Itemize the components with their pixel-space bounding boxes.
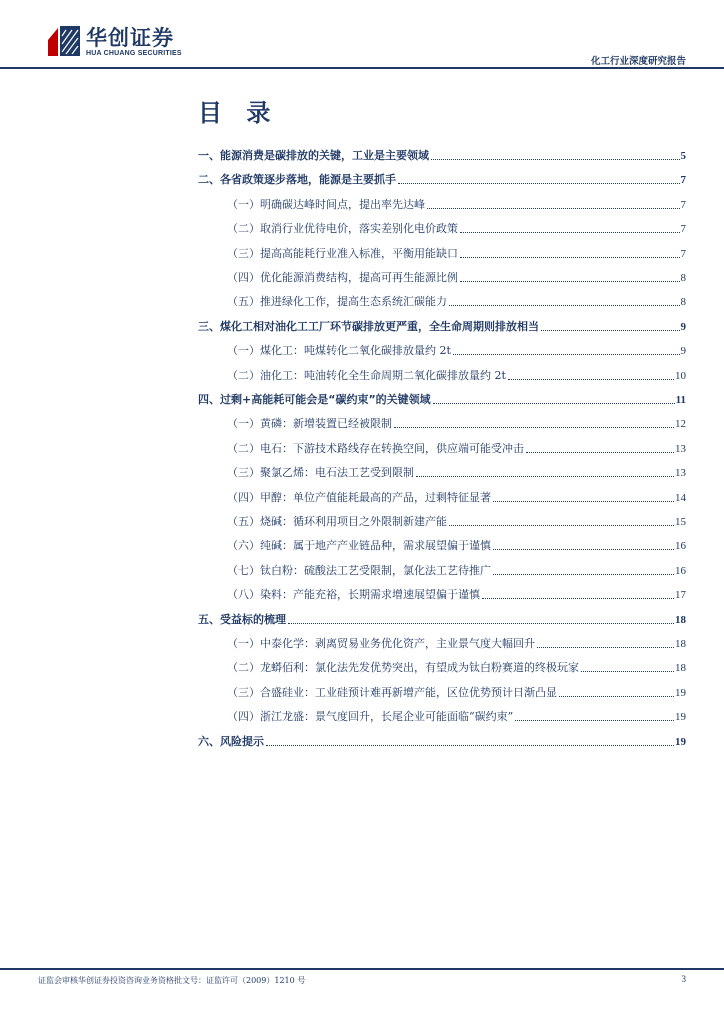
toc-entry-label: （三）提高高能耗行业准入标准，平衡用能缺口 xyxy=(227,246,458,260)
toc-subsection-entry[interactable] xyxy=(227,340,686,358)
toc-section-entry[interactable] xyxy=(198,731,686,749)
toc-entry-page: 9 xyxy=(680,345,686,358)
toc-subsection-entry[interactable] xyxy=(227,194,686,212)
toc-dot-leader xyxy=(515,720,674,721)
toc-entry-label: （二）取消行业优待电价，落实差别化电价政策 xyxy=(227,222,458,236)
toc-entry-label: （一）黄磷：新增装置已经被限制 xyxy=(227,417,392,431)
toc-entry-page: 13 xyxy=(675,467,686,480)
logo-chinese-name: 华创证券 xyxy=(86,26,174,50)
toc-entry-page: 7 xyxy=(680,174,686,187)
toc-entry-page: 13 xyxy=(675,442,686,455)
toc-entry-page: 7 xyxy=(680,247,686,260)
toc-entry-page: 15 xyxy=(675,516,686,528)
toc-entry-label: （一）煤化工：吨煤转化二氧化碳排放量约 2t xyxy=(227,344,451,358)
toc-dot-leader xyxy=(508,379,674,380)
toc-subsection-entry[interactable] xyxy=(227,462,686,480)
toc-dot-leader xyxy=(460,257,680,258)
toc-entry-label: 三、煤化工相对油化工工厂环节碳排放更严重，全生命周期则排放相当 xyxy=(198,319,539,333)
page-number: 3 xyxy=(681,974,686,984)
toc-dot-leader xyxy=(449,525,674,526)
page-header xyxy=(0,0,724,72)
logo-mark-icon xyxy=(44,22,84,60)
company-logo xyxy=(44,22,194,62)
toc-entry-page: 18 xyxy=(675,638,686,650)
toc-dot-leader xyxy=(541,330,680,331)
toc-dot-leader xyxy=(493,501,674,502)
toc-entry-label: （三）合盛硅业：工业硅预计难再新增产能，区位优势预计日渐凸显 xyxy=(227,685,557,699)
toc-dot-leader xyxy=(493,549,674,550)
toc-subsection-entry[interactable] xyxy=(227,535,686,553)
toc-entry-page: 10 xyxy=(675,369,686,382)
toc-subsection-entry[interactable] xyxy=(227,657,686,675)
toc-entry-page: 9 xyxy=(680,320,686,333)
toc-entry-label: （八）染料：产能充裕，长期需求增速展望偏于谨慎 xyxy=(227,588,480,602)
toc-subsection-entry[interactable] xyxy=(227,243,686,261)
toc-entry-label: （六）纯碱：属于地产产业链品种，需求展望偏于谨慎 xyxy=(227,539,491,553)
toc-dot-leader xyxy=(581,671,674,672)
toc-entry-label: 五、受益标的梳理 xyxy=(198,612,286,626)
toc-entry-page: 14 xyxy=(675,491,686,504)
footer-disclaimer: 证监会审核华创证券投资咨询业务资格批文号：证监许可（2009）1210 号 xyxy=(38,976,306,985)
toc-dot-leader xyxy=(431,159,680,160)
toc-dot-leader xyxy=(453,354,680,355)
toc-subsection-entry[interactable] xyxy=(227,560,686,578)
toc-subsection-entry[interactable] xyxy=(227,438,686,456)
toc-subsection-entry[interactable] xyxy=(227,682,686,700)
toc-subsection-entry[interactable] xyxy=(227,584,686,602)
toc-dot-leader xyxy=(398,183,680,184)
toc-dot-leader xyxy=(559,696,674,697)
toc-dot-leader xyxy=(288,623,674,624)
logo-english-name: HUA CHUANG SECURITIES xyxy=(86,50,182,57)
toc-entry-label: （一）明确碳达峰时间点，提出率先达峰 xyxy=(227,197,425,211)
toc-section-entry[interactable] xyxy=(198,316,686,334)
toc-entry-label: （五）推进绿化工作，提高生态系统汇碳能力 xyxy=(227,295,447,309)
toc-dot-leader xyxy=(493,574,674,575)
toc-entry-label: （七）钛白粉：硫酸法工艺受限制，氯化法工艺待推广 xyxy=(227,563,491,577)
toc-entry-label: （五）烧碱：循环利用项目之外限制新建产能 xyxy=(227,515,447,528)
footer-divider xyxy=(0,968,724,970)
toc-title: 目 录 xyxy=(198,99,279,127)
toc-entry-label: （二）电石：下游技术路线存在转换空间，供应端可能受冲击 xyxy=(227,441,524,455)
toc-entry-page: 7 xyxy=(680,198,686,211)
toc-entry-page: 12 xyxy=(675,418,686,431)
toc-dot-leader xyxy=(537,647,674,648)
toc-subsection-entry[interactable] xyxy=(227,267,686,285)
toc-entry-label: 一、能源消费是碳排放的关键，工业是主要领域 xyxy=(198,149,429,162)
toc-dot-leader xyxy=(394,427,674,428)
report-type-label: 化工行业深度研究报告 xyxy=(590,56,686,67)
toc-dot-leader xyxy=(460,232,680,233)
toc-entry-label: （二）油化工：吨油转化全生命周期二氧化碳排放量约 2t xyxy=(227,368,506,382)
toc-entry-label: （四）优化能源消费结构，提高可再生能源比例 xyxy=(227,271,458,284)
toc-dot-leader xyxy=(416,476,674,477)
toc-subsection-entry[interactable] xyxy=(227,511,686,529)
toc-entry-label: （三）聚氯乙烯：电石法工艺受到限制 xyxy=(227,466,414,480)
toc-dot-leader xyxy=(427,208,680,209)
toc-dot-leader xyxy=(433,403,675,404)
toc-entry-page: 19 xyxy=(675,686,686,699)
toc-subsection-entry[interactable] xyxy=(227,365,686,383)
toc-entry-page: 16 xyxy=(675,564,686,577)
toc-entry-label: 二、各省政策逐步落地，能源是主要抓手 xyxy=(198,173,396,187)
toc-entry-label: （二）龙蟒佰利：氯化法先发优势突出，有望成为钛白粉赛道的终极玩家 xyxy=(227,661,579,675)
toc-dot-leader xyxy=(266,745,674,746)
toc-dot-leader xyxy=(460,281,680,282)
toc-section-entry[interactable] xyxy=(198,389,686,407)
toc-entry-page: 11 xyxy=(675,394,686,406)
toc-entry-page: 7 xyxy=(680,223,686,236)
toc-subsection-entry[interactable] xyxy=(227,413,686,431)
toc-section-entry[interactable] xyxy=(198,609,686,627)
toc-entry-page: 18 xyxy=(675,613,686,626)
toc-dot-leader xyxy=(449,305,680,306)
toc-entry-page: 19 xyxy=(675,711,686,724)
toc-entry-page: 17 xyxy=(675,589,686,602)
toc-entry-page: 5 xyxy=(680,150,686,162)
toc-entry-page: 8 xyxy=(680,272,686,284)
header-divider xyxy=(0,67,724,69)
toc-subsection-entry[interactable] xyxy=(227,706,686,724)
toc-subsection-entry[interactable] xyxy=(227,633,686,651)
toc-entry-label: （四）浙江龙盛：景气度回升，长尾企业可能面临“碳约束” xyxy=(227,710,514,724)
toc-entry-page: 16 xyxy=(675,540,686,553)
toc-section-entry[interactable] xyxy=(198,145,686,163)
toc-entry-page: 18 xyxy=(675,662,686,675)
toc-dot-leader xyxy=(526,452,674,453)
toc-subsection-entry[interactable] xyxy=(227,218,686,236)
toc-entry-label: （一）中泰化学：剥离贸易业务优化资产，主业景气度大幅回升 xyxy=(227,637,535,650)
toc-entry-label: 四、过剩+高能耗可能会是“碳约束”的关键领域 xyxy=(198,393,431,406)
toc-section-entry[interactable] xyxy=(198,169,686,187)
toc-entry-page: 8 xyxy=(680,296,686,309)
toc-subsection-entry[interactable] xyxy=(227,487,686,505)
toc-entry-label: 六、风险提示 xyxy=(198,734,264,748)
toc-dot-leader xyxy=(482,598,674,599)
toc-entry-label: （四）甲醇：单位产值能耗最高的产品，过剩特征显著 xyxy=(227,490,491,504)
toc-entry-page: 19 xyxy=(675,735,686,748)
toc-subsection-entry[interactable] xyxy=(227,291,686,309)
